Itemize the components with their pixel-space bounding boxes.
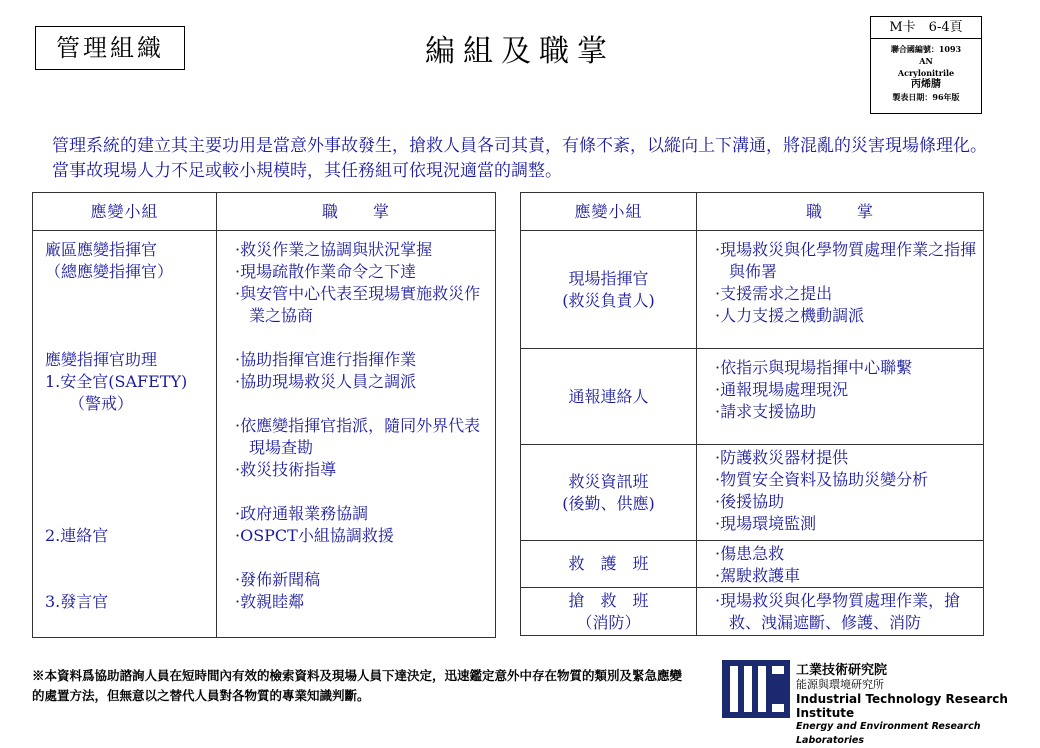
duty-item: ·政府通報業務協調 — [235, 504, 369, 523]
team-name: 救 護 班 — [568, 554, 649, 573]
duty-cell — [697, 445, 984, 541]
duty-item: ·救災作業之協調與狀況掌握 — [235, 240, 433, 259]
duty-item: ·現場救災與化學物質處理作業之指揮與佈署 — [715, 240, 977, 281]
duty-item: ·救災技術指導 — [235, 460, 337, 479]
duty-item: ·現場疏散作業命令之下達 — [235, 262, 417, 281]
org-name-en: Industrial Technology Research Institute — [796, 692, 1008, 720]
duty-item: ·物質安全資料及協助災變分析 — [715, 470, 929, 489]
duty-item: ·傷患急救 — [715, 544, 785, 563]
duty-cell — [697, 231, 984, 349]
team-cell — [521, 541, 697, 588]
duty-item: ·防護救災器材提供 — [715, 448, 849, 467]
page-title: 編組及職掌 — [425, 34, 615, 69]
reference-card — [870, 16, 982, 114]
right-header-duty: 職 掌 — [697, 193, 984, 231]
right-duty-table — [520, 192, 984, 636]
duty-item: ·現場環境監測 — [715, 514, 817, 533]
team-name: 3.發言官 — [45, 592, 109, 611]
duty-item: ·依指示與現場指揮中心聯繫 — [715, 358, 913, 377]
itri-org-block — [796, 664, 1040, 748]
team-name: 廠區應變指揮官 — [45, 240, 158, 259]
team-cell — [521, 588, 697, 636]
left-header-team: 應變小組 — [33, 193, 217, 231]
duty-item: ·協助指揮官進行指揮作業 — [235, 350, 417, 369]
team-name: 救災資訊班 — [568, 471, 649, 491]
duty-item: ·人力支援之機動調派 — [715, 306, 865, 325]
right-header-team: 應變小組 — [521, 193, 697, 231]
duty-item: ·依應變指揮官指派，隨同外界代表現場查勘 — [235, 416, 481, 457]
duty-item: ·支援需求之提出 — [715, 284, 833, 303]
duty-cell — [697, 541, 984, 588]
duty-item: ·與安管中心代表至現場實施救災作業之協商 — [235, 284, 481, 325]
team-name-sub: (救災負責人) — [562, 290, 655, 310]
org-name-zh: 工業技術研究院 — [796, 663, 888, 678]
duty-item: ·協助現場救災人員之調派 — [235, 372, 417, 391]
duty-item: ·OSPCT小組協調救援 — [235, 526, 394, 545]
team-name: 1.安全官(SAFETY) — [45, 372, 188, 391]
card-date: 製表日期：96年版 — [892, 92, 960, 102]
team-name-sub: (後勤、供應) — [562, 493, 655, 513]
duty-item: ·敦親睦鄰 — [235, 592, 305, 611]
left-team-column — [33, 231, 217, 638]
card-page: M卡 6-4頁 — [871, 17, 981, 39]
card-abbrev: AN — [919, 56, 933, 66]
lab-name-en: Energy and Environment Research Laboratories — [796, 721, 981, 746]
team-name-sub: （總應變指揮官） — [45, 262, 174, 281]
team-name: 應變指揮官助理 — [45, 350, 158, 369]
team-name: 2.連絡官 — [45, 526, 109, 545]
intro-paragraph: 管理系統的建立其主要功用是當意外事故發生，搶救人員各司其責，有條不紊，以縱向上下溝通，將混亂的災害現場條理化。當事故現場人力不足或較小規模時，其任務組可依現況適當的調整。 — [52, 136, 987, 181]
card-chinese-name: 丙烯腈 — [911, 79, 941, 90]
duty-cell — [697, 588, 984, 636]
duty-item: ·通報現場處理現況 — [715, 380, 849, 399]
left-duty-column — [217, 231, 496, 638]
duty-cell — [697, 349, 984, 445]
team-cell — [521, 349, 697, 445]
team-name-sub: （消防） — [576, 612, 641, 632]
card-english-name: Acrylonitrile — [897, 68, 955, 78]
duty-item: ·發佈新聞稿 — [235, 570, 321, 589]
footer-note: ※本資料爲協助諮詢人員在短時間內有效的檢索資料及現場人員下達決定，迅速鑑定意外中存在物質的類別及緊急應變的處置方法，但無意以之替代人員對各物質的專業知識判斷。 — [32, 668, 683, 703]
duty-item: ·請求支援協助 — [715, 402, 817, 421]
team-name: 搶 救 班 — [568, 590, 649, 610]
team-cell — [521, 445, 697, 541]
left-duty-table — [32, 192, 496, 638]
card-un-number: 聯合國編號：1093 — [890, 44, 962, 54]
duty-item: ·後援協助 — [715, 492, 785, 511]
duty-item: ·現場救災與化學物質處理作業，搶救、洩漏遮斷、修護、消防 — [715, 591, 961, 632]
lab-name-zh: 能源與環境研究所 — [796, 678, 884, 691]
duty-item: ·駕駛救護車 — [715, 566, 801, 585]
left-header-duty: 職 掌 — [217, 193, 496, 231]
section-label: 管理組織 — [35, 26, 185, 70]
team-name-sub: （警戒） — [69, 394, 134, 413]
team-name: 通報連絡人 — [568, 386, 649, 406]
itri-logo-icon — [722, 660, 790, 718]
team-cell — [521, 231, 697, 349]
team-name: 現場指揮官 — [568, 268, 649, 288]
